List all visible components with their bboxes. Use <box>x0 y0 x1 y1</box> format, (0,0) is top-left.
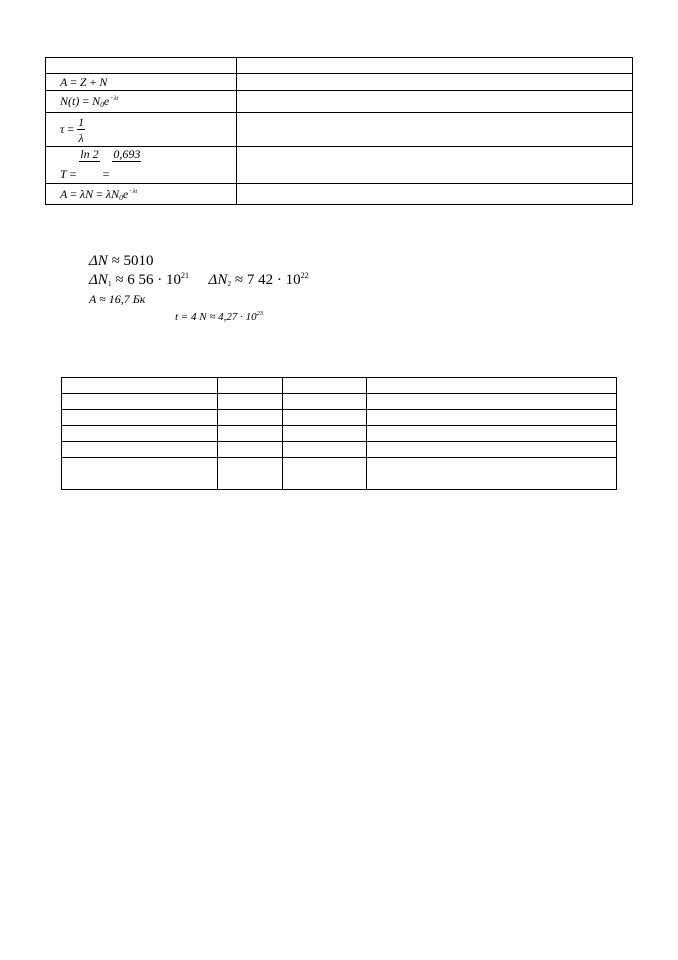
table-cell <box>367 442 617 458</box>
table-cell <box>218 410 283 426</box>
table-cell <box>283 442 367 458</box>
operator: = <box>70 74 77 89</box>
result-number-at-t <box>175 311 263 323</box>
exponent: 21 <box>181 271 190 280</box>
denominator <box>112 162 141 176</box>
result-delta-n <box>89 253 154 270</box>
header-cell-description <box>237 58 633 74</box>
value: A ≈ 16,7 Бк <box>89 292 146 306</box>
table-cell <box>218 442 283 458</box>
operator: = <box>70 186 77 201</box>
value: 7 42 · 10 <box>246 272 301 288</box>
numerator: ln 2 <box>80 147 99 161</box>
exponent: 22 <box>300 271 309 280</box>
table-cell <box>283 426 367 442</box>
table-cell <box>218 426 283 442</box>
table-cell <box>218 458 283 490</box>
table-cell <box>218 378 283 394</box>
symbol: e <box>122 186 129 201</box>
table-row <box>62 458 617 490</box>
formula-mass-number <box>46 74 237 91</box>
table-cell <box>62 458 218 490</box>
table-cell <box>62 442 218 458</box>
description-cell <box>237 113 633 147</box>
symbol: A <box>60 74 68 89</box>
table-row <box>62 410 617 426</box>
formula-half-life <box>46 147 237 184</box>
symbol: λN <box>79 186 94 201</box>
denominator: λ <box>78 130 84 145</box>
operator: ≈ <box>115 272 124 288</box>
operator: = <box>67 121 75 136</box>
table-cell <box>367 410 617 426</box>
header-cell-formula <box>46 58 237 74</box>
table-row <box>46 184 633 205</box>
operator: = <box>96 186 103 201</box>
description-cell <box>237 91 633 113</box>
symbol: N <box>92 94 101 108</box>
table-cell <box>62 378 218 394</box>
formula-mean-lifetime <box>46 113 237 147</box>
symbol: ΔN <box>208 272 228 288</box>
fraction <box>77 116 85 144</box>
value: t = 4 <box>175 311 197 323</box>
table-row <box>62 442 617 458</box>
operator: ≈ <box>111 253 120 269</box>
subscript: 0 <box>100 100 104 109</box>
table-row <box>62 378 617 394</box>
table-cell <box>283 458 367 490</box>
table-cell <box>367 458 617 490</box>
result-delta-n1-n2 <box>89 272 309 289</box>
symbol: ΔN <box>89 253 108 269</box>
result-activity <box>89 292 145 307</box>
subscript: 0 <box>119 192 123 202</box>
table-row <box>46 74 633 91</box>
table-row <box>62 426 617 442</box>
denominator <box>79 162 99 176</box>
value: 5010 <box>123 253 154 269</box>
symbol: λN <box>105 186 120 201</box>
table-row <box>62 394 617 410</box>
table-cell <box>62 394 218 410</box>
symbol: e <box>103 94 110 108</box>
table-cell <box>218 394 283 410</box>
data-table <box>61 377 617 490</box>
table-cell <box>367 394 617 410</box>
table-cell <box>283 394 367 410</box>
symbol: N <box>99 74 108 89</box>
value: N ≈ 4,27 · 10 <box>199 311 257 323</box>
table-cell <box>367 378 617 394</box>
table-row <box>46 91 633 113</box>
description-cell <box>237 147 633 184</box>
symbol: A <box>60 186 68 201</box>
formula-table <box>45 57 633 205</box>
table-row <box>46 58 633 74</box>
symbol: Z <box>79 74 87 89</box>
symbol: τ <box>60 121 65 136</box>
symbol: N(t) <box>60 94 80 108</box>
fraction <box>112 148 141 176</box>
description-cell <box>237 74 633 91</box>
table-cell <box>283 378 367 394</box>
operator: = <box>69 167 77 181</box>
formula-decay-law <box>46 91 237 113</box>
operator: = <box>102 167 110 181</box>
table-cell <box>62 410 218 426</box>
formula-activity <box>46 184 237 205</box>
table-row <box>46 113 633 147</box>
symbol: ΔN <box>89 272 108 288</box>
table-row <box>46 147 633 184</box>
table-cell <box>62 426 218 442</box>
subscript: 2 <box>227 279 232 288</box>
operator: = <box>82 94 90 108</box>
operator: ≈ <box>234 272 244 288</box>
exponent: −λt <box>128 187 138 195</box>
table-cell <box>367 426 617 442</box>
subscript: 1 <box>107 279 112 288</box>
exponent: 23 <box>256 310 264 317</box>
numerator: 1 <box>78 114 85 129</box>
operator: + <box>89 74 97 89</box>
table-cell <box>283 410 367 426</box>
exponent: −λt <box>109 95 119 102</box>
symbol: T <box>60 167 67 181</box>
description-cell <box>237 184 633 205</box>
numerator: 0,693 <box>113 147 141 161</box>
fraction <box>79 148 99 176</box>
value: 6 56 · 10 <box>127 272 182 288</box>
